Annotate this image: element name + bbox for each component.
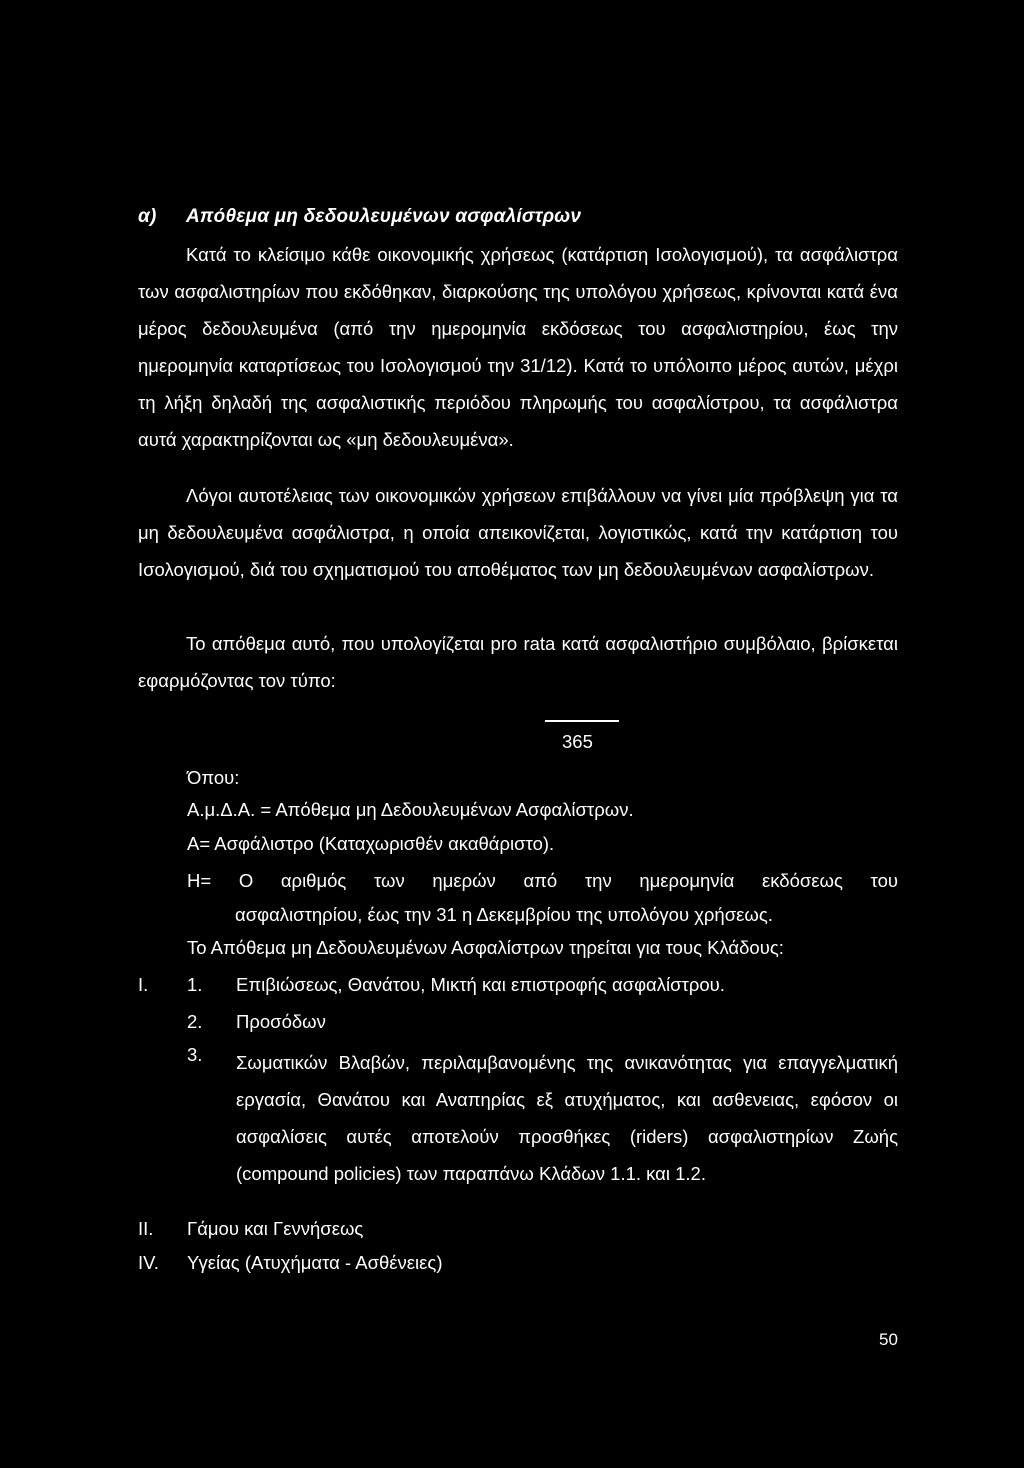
item-1-number: 1. <box>187 974 203 995</box>
paragraph-1-text: Κατά το κλείσιμο κάθε οικονομικής χρήσεως (κατάρτιση Ισολογισμού), τα ασφάλιστρα των ασφαλιστηρίων που εκδόθηκαν, διαρκούσης της υπολόγου χρήσεως, κρίνονται κατά ένα μέρος δεδουλευμένα (από την ημερομηνία εκδόσεως του ασφαλιστηρίου, έως την ημερομηνία καταρτίσεως του Ισολογισμού την 31/12). Κατά το υπόλοιπο μέρος αυτών, μέχρι τη λήξη δηλαδή της ασφαλιστικής περιόδου πληρωμής του ασφαλίστρου, τα ασφάλιστρα αυτά χαρακτηρίζονται ως «μη δεδουλευμένα». <box>138 244 898 450</box>
legend-h <box>187 864 898 932</box>
item-1-text: Επιβιώσεως, Θανάτου, Μικτή και επιστροφής ασφαλίστρου. <box>236 974 725 995</box>
legend-h-line2: ασφαλιστηρίου, έως την 31 η Δεκεμβρίου της υπολόγου χρήσεως. <box>235 904 773 925</box>
item-4-text: Γάμου και Γεννήσεως <box>187 1218 364 1239</box>
legend-where: Όπου: <box>187 767 240 788</box>
legend-h-line1: Η= Ο αριθμός των ημερών από την ημερομηνία εκδόσεως του <box>187 870 898 891</box>
item-3-text: Σωματικών Βλαβών, περιλαμβανομένης της ανικανότητας για επαγγελματική εργασία, Θανάτου και Αναπηρίας εξ ατυχήματος, και ασθενειας, εφόσον οι ασφαλίσεις αυτές αποτελούν προσθήκες (riders) ασφαλιστηρίων Ζωής (compound policies) των παραπάνω Κλάδων 1.1. και 1.2. <box>236 1052 898 1184</box>
paragraph-2 <box>138 477 898 588</box>
roman-1: Ι. <box>138 974 149 995</box>
page-number: 50 <box>879 1330 898 1349</box>
paragraph-3-text: Το απόθεμα αυτό, που υπολογίζεται pro rata κατά ασφαλιστήριο συμβόλαιο, βρίσκεται εφαρμόζοντας τον τύπο: <box>138 633 898 691</box>
section-marker: α) <box>138 206 157 227</box>
legend-a: Α= Ασφάλιστρο (Καταχωρισθέν ακαθάριστο). <box>187 833 555 854</box>
paragraph-1 <box>138 236 898 458</box>
paragraph-3 <box>138 625 898 699</box>
branches-intro: Το Απόθεμα μη Δεδουλευμένων Ασφαλίστρων τηρείται για τους Κλάδους: <box>187 937 784 958</box>
section-heading <box>138 206 581 228</box>
item-3-number: 3. <box>187 1044 203 1065</box>
section-title: Απόθεμα μη δεδουλευμένων ασφαλίστρων <box>186 206 582 227</box>
item-2-number: 2. <box>187 1011 203 1032</box>
item-5-text: Υγείας (Ατυχήματα - Ασθένειες) <box>187 1252 443 1273</box>
paragraph-2-text: Λόγοι αυτοτέλειας των οικονομικών χρήσεων επιβάλλουν να γίνει μία πρόβλεψη για τα μη δεδουλευμένα ασφάλιστρα, η οποία απεικονίζεται, λογιστικώς, κατά την κατάρτιση του Ισολογισμού, διά του σχηματισμού του αποθέματος των μη δεδουλευμένων ασφαλίστρων. <box>138 485 898 580</box>
fraction-bar <box>545 720 619 722</box>
roman-2: ΙΙ. <box>138 1218 154 1239</box>
formula-denominator: 365 <box>562 731 593 752</box>
roman-4: IV. <box>138 1252 159 1273</box>
legend-amda: Α.μ.Δ.Α. = Απόθεμα μη Δεδουλευμένων Ασφαλίστρων. <box>187 799 634 820</box>
item-2-text: Προσόδων <box>236 1011 326 1032</box>
